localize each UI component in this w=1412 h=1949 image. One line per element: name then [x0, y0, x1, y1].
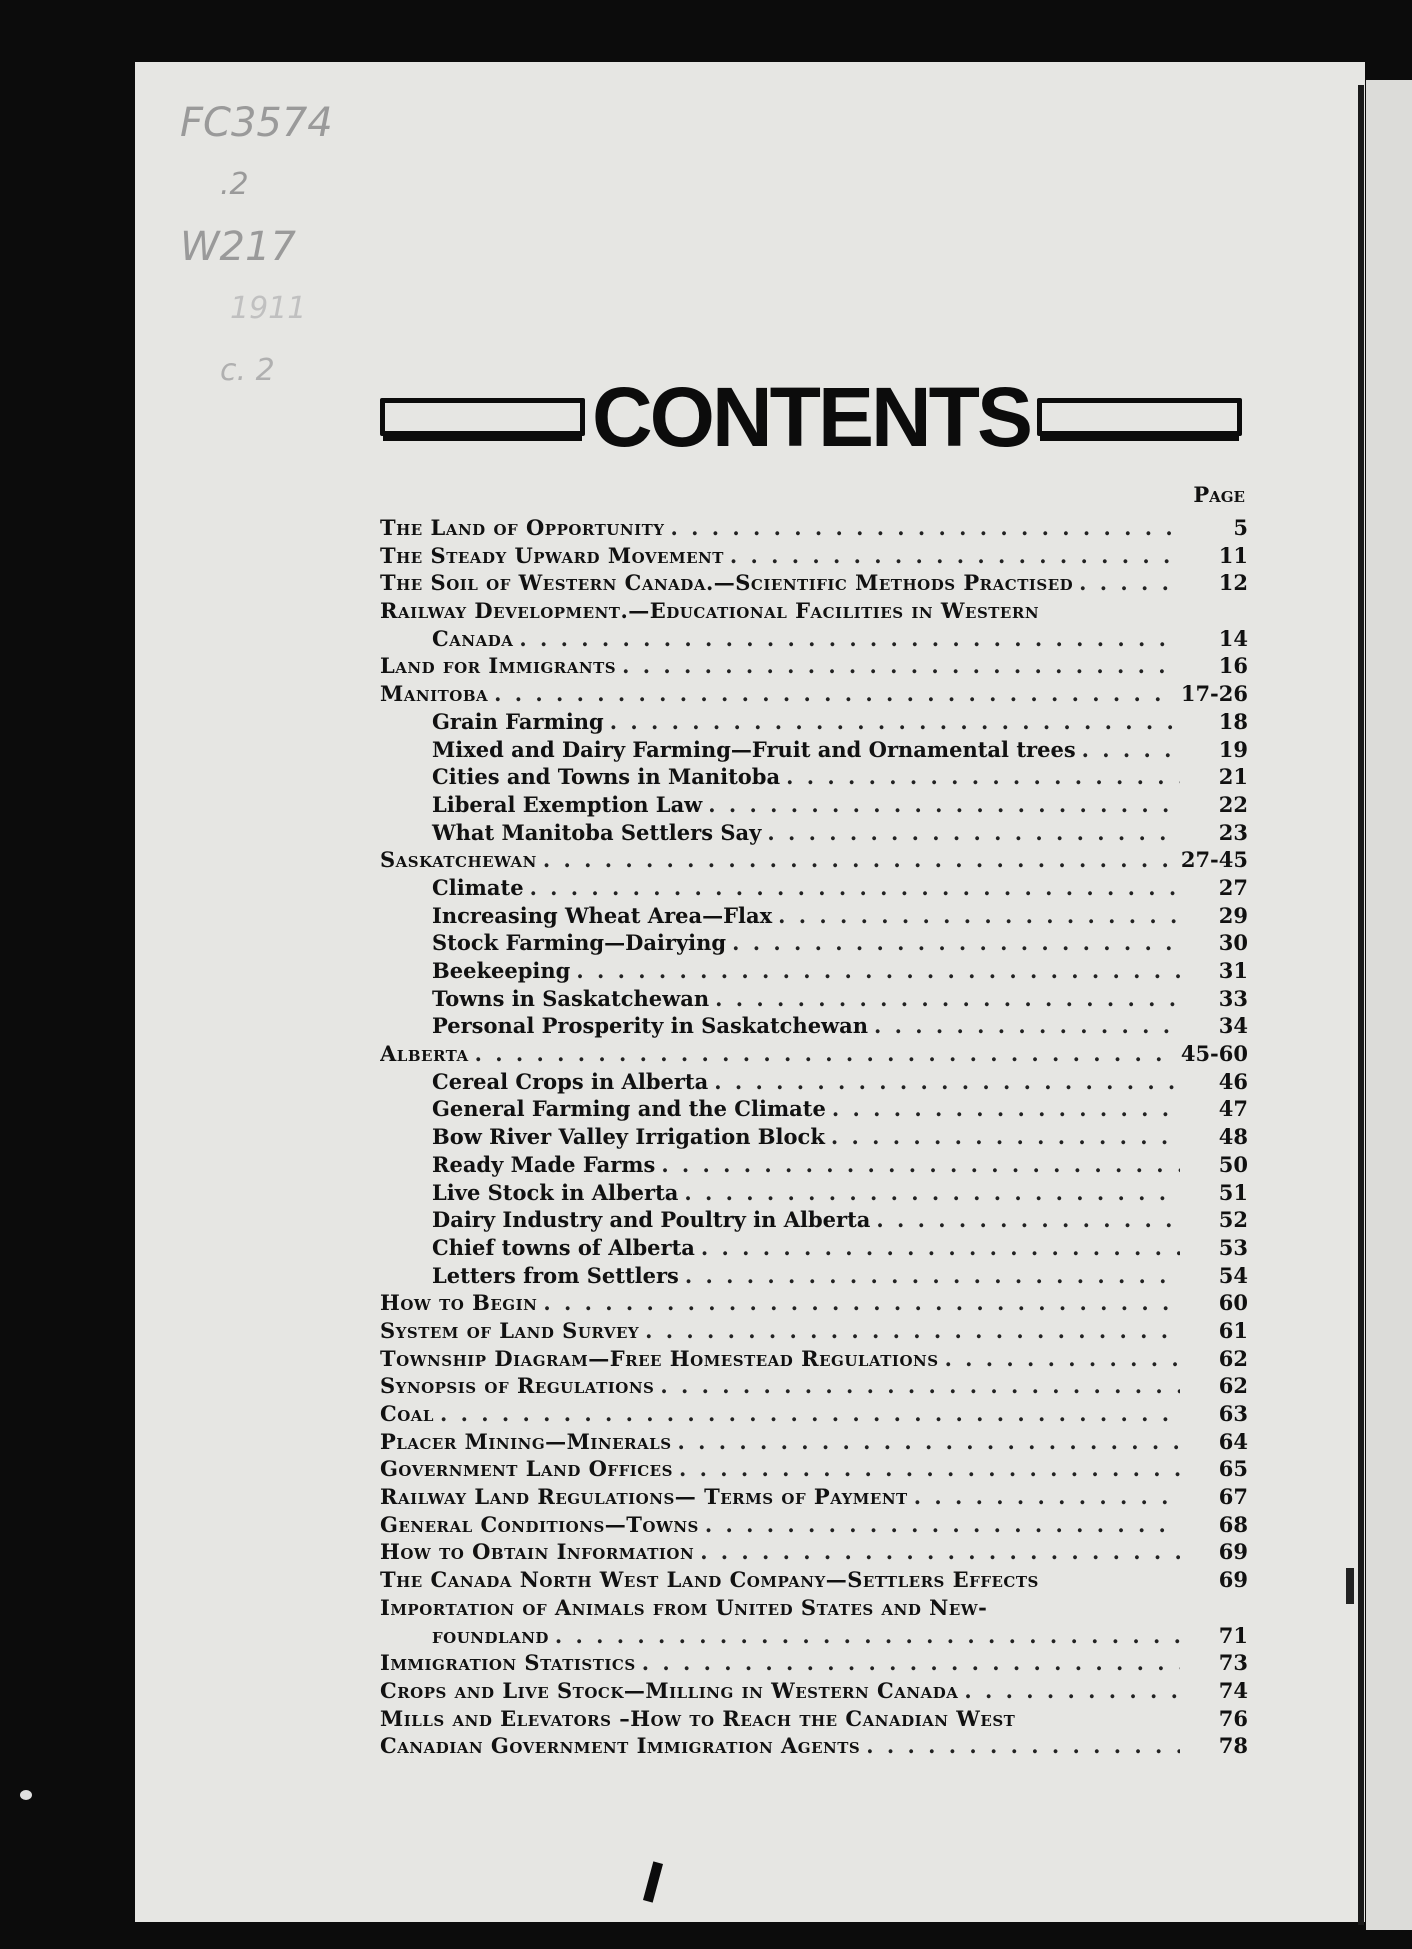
- toc-entry: [380, 514, 1248, 542]
- toc-entry: [380, 1095, 1248, 1123]
- toc-entry-title: Crops and Live Stock—Milling in Western Canada: [380, 1677, 959, 1703]
- toc-entry: [380, 791, 1248, 819]
- toc-entry: [380, 1428, 1248, 1456]
- table-of-contents: [380, 514, 1248, 1760]
- toc-entry: [380, 1455, 1248, 1483]
- toc-entry: [380, 708, 1248, 736]
- toc-entry-page: 69: [1218, 1567, 1248, 1593]
- toc-entry-page: 67: [1218, 1484, 1248, 1510]
- toc-entry-page: 16: [1218, 653, 1248, 679]
- left-heading-ornament: [380, 398, 585, 436]
- dot-leader: [610, 708, 1180, 736]
- toc-entry: [380, 1538, 1248, 1566]
- dot-leader: [440, 1400, 1180, 1428]
- toc-entry-page: 27: [1218, 874, 1248, 900]
- dot-leader: [475, 1040, 1175, 1068]
- dot-leader: [1079, 569, 1180, 597]
- toc-entry: [380, 1289, 1248, 1317]
- dot-leader: [576, 957, 1180, 985]
- toc-entry: [380, 1179, 1248, 1207]
- page-column-label: Page: [1193, 482, 1245, 507]
- toc-entry: [380, 1732, 1248, 1760]
- toc-entry-page: 52: [1218, 1207, 1248, 1233]
- toc-entry-page: 45-60: [1180, 1041, 1248, 1067]
- toc-entry: [380, 652, 1248, 680]
- toc-entry-page: 78: [1218, 1733, 1248, 1759]
- toc-entry: [380, 763, 1248, 791]
- toc-entry-title: Alberta: [380, 1041, 469, 1067]
- dot-leader: [831, 1123, 1180, 1151]
- scan-artifact: [1346, 1568, 1354, 1604]
- toc-entry: [380, 1040, 1248, 1068]
- toc-entry-page: 19: [1218, 736, 1248, 762]
- toc-entry-page: 54: [1218, 1262, 1248, 1288]
- dot-leader: [730, 542, 1180, 570]
- call-number-line: .2: [220, 167, 249, 202]
- facing-page-edge: [1366, 80, 1412, 1930]
- dot-leader: [530, 874, 1180, 902]
- dot-leader: [701, 1234, 1180, 1262]
- toc-entry-title: How to Obtain Information: [380, 1539, 695, 1565]
- dot-leader: [645, 1317, 1180, 1345]
- toc-entry-page: 21: [1218, 764, 1248, 790]
- toc-entry-page: 47: [1218, 1096, 1248, 1122]
- dot-leader: [715, 985, 1180, 1013]
- dot-leader: [767, 819, 1180, 847]
- toc-entry-page: 14: [1218, 625, 1248, 651]
- toc-entry-page: 23: [1218, 819, 1248, 845]
- toc-entry: [380, 1234, 1248, 1262]
- toc-entry-page: 11: [1218, 542, 1248, 568]
- dot-leader: [714, 1068, 1180, 1096]
- toc-entry-title: Government Land Offices: [380, 1456, 673, 1482]
- dot-leader: [832, 1095, 1180, 1123]
- toc-entry-page: 64: [1218, 1428, 1248, 1454]
- toc-entry-title: Dairy Industry and Poultry in Alberta: [432, 1207, 871, 1233]
- dot-leader: [661, 1151, 1180, 1179]
- toc-entry-title: Towns in Saskatchewan: [432, 985, 710, 1011]
- toc-entry: [380, 902, 1248, 930]
- toc-entry-title: Placer Mining—Minerals: [380, 1428, 672, 1454]
- dot-leader: [945, 1345, 1180, 1373]
- toc-entry: [380, 1594, 1248, 1649]
- toc-entry: [380, 985, 1248, 1013]
- toc-entry-page: 50: [1218, 1151, 1248, 1177]
- toc-entry-page: 46: [1218, 1068, 1248, 1094]
- toc-entry-continuation-line: [380, 1622, 1248, 1650]
- dot-leader: [622, 652, 1180, 680]
- toc-entry: [380, 1012, 1248, 1040]
- toc-entry-title: Live Stock in Alberta: [432, 1179, 679, 1205]
- dot-leader: [494, 680, 1175, 708]
- toc-entry-title: Immigration Statistics: [380, 1650, 636, 1676]
- toc-entry-title: Letters from Settlers: [432, 1262, 679, 1288]
- toc-entry-title: The Steady Upward Movement: [380, 542, 724, 568]
- toc-entry: [380, 1511, 1248, 1539]
- toc-entry-page: 18: [1218, 708, 1248, 734]
- toc-entry-title: The Land of Opportunity: [380, 514, 665, 540]
- toc-entry-page: 74: [1218, 1677, 1248, 1703]
- toc-entry: [380, 1262, 1248, 1290]
- toc-entry-page: 60: [1218, 1290, 1248, 1316]
- toc-entry-title: Railway Development.—Educational Facilities in Western: [380, 598, 1040, 624]
- toc-entry: [380, 1123, 1248, 1151]
- toc-entry-title: Cereal Crops in Alberta: [432, 1068, 709, 1094]
- dot-leader: [660, 1372, 1180, 1400]
- dot-leader: [679, 1455, 1180, 1483]
- toc-entry: [380, 597, 1248, 652]
- dot-leader: [876, 1206, 1180, 1234]
- dot-leader: [964, 1677, 1180, 1705]
- dot-leader: [555, 1622, 1180, 1650]
- dot-leader: [684, 1179, 1180, 1207]
- toc-entry-title: Manitoba: [380, 681, 489, 707]
- toc-entry-title: Liberal Exemption Law: [432, 791, 703, 817]
- dot-leader: [708, 791, 1180, 819]
- toc-entry-page: 62: [1218, 1345, 1248, 1371]
- toc-entry: [380, 1345, 1248, 1373]
- toc-entry-title: Land for Immigrants: [380, 653, 617, 679]
- call-number-line: FC3574: [180, 100, 333, 146]
- toc-entry-page: 65: [1218, 1456, 1248, 1482]
- toc-entry-continuation: Canada: [432, 625, 514, 651]
- toc-entry-title: Personal Prosperity in Saskatchewan: [432, 1013, 869, 1039]
- toc-entry: [380, 846, 1248, 874]
- toc-entry-page: 33: [1218, 985, 1248, 1011]
- toc-entry: [380, 1151, 1248, 1179]
- toc-entry-title: Importation of Animals from United States and New-: [380, 1594, 988, 1620]
- toc-entry-page: 53: [1218, 1234, 1248, 1260]
- dot-leader: [543, 846, 1175, 874]
- toc-entry: [380, 1372, 1248, 1400]
- toc-entry: [380, 1705, 1248, 1733]
- toc-entry-title: Beekeeping: [432, 958, 571, 983]
- toc-entry-title: Bow River Valley Irrigation Block: [432, 1124, 825, 1150]
- toc-entry: [380, 1206, 1248, 1234]
- toc-entry: [380, 874, 1248, 902]
- toc-entry-page: 17-26: [1180, 681, 1248, 707]
- toc-entry-page: 34: [1218, 1013, 1248, 1039]
- dot-leader: [786, 763, 1180, 791]
- dot-leader: [700, 1538, 1180, 1566]
- toc-entry-title: Railway Land Regulations— Terms of Payment: [380, 1484, 908, 1510]
- toc-entry-title: Canadian Government Immigration Agents: [380, 1733, 861, 1759]
- toc-entry: [380, 680, 1248, 708]
- dot-leader: [1082, 736, 1180, 764]
- toc-entry-title: Increasing Wheat Area—Flax: [432, 902, 773, 928]
- toc-entry-page: 68: [1218, 1511, 1248, 1537]
- toc-entry-title: General Conditions—Towns: [380, 1511, 699, 1537]
- toc-entry: [380, 929, 1248, 957]
- dot-leader: [685, 1262, 1180, 1290]
- toc-entry-page: 73: [1218, 1650, 1248, 1676]
- toc-entry: [380, 1400, 1248, 1428]
- toc-entry-title: Synopsis of Regulations: [380, 1373, 655, 1399]
- toc-entry: [380, 569, 1248, 597]
- toc-entry-page: 48: [1218, 1124, 1248, 1150]
- dot-leader: [705, 1511, 1180, 1539]
- toc-entry-page: 76: [1218, 1705, 1248, 1731]
- toc-entry-page: 63: [1218, 1401, 1248, 1426]
- toc-entry: [380, 1566, 1248, 1594]
- dot-leader: [543, 1289, 1180, 1317]
- toc-entry-continuation: foundland: [432, 1622, 549, 1648]
- toc-entry: [380, 736, 1248, 764]
- toc-entry-page: 30: [1218, 930, 1248, 956]
- toc-entry-page: 5: [1233, 514, 1248, 540]
- dot-leader: [866, 1732, 1180, 1760]
- toc-entry-title: Stock Farming—Dairying: [432, 930, 727, 956]
- toc-entry-title: How to Begin: [380, 1290, 538, 1316]
- toc-entry-continuation-line: [380, 625, 1248, 653]
- toc-entry-title: Ready Made Farms: [432, 1151, 656, 1177]
- toc-entry-page: 71: [1218, 1622, 1248, 1648]
- scan-artifact: [20, 1790, 32, 1800]
- call-number-line: c. 2: [220, 353, 275, 388]
- toc-entry: [380, 819, 1248, 847]
- dot-leader: [732, 929, 1180, 957]
- toc-entry-page: 61: [1218, 1317, 1248, 1343]
- toc-entry-title: Saskatchewan: [380, 847, 537, 873]
- dot-leader: [678, 1428, 1180, 1456]
- dot-leader: [874, 1012, 1180, 1040]
- toc-entry-title: Mills and Elevators –How to Reach the Canadian West: [380, 1705, 1016, 1731]
- call-number-line: W217: [180, 224, 296, 270]
- toc-entry-page: 69: [1218, 1539, 1248, 1565]
- toc-entry-title: System of Land Survey: [380, 1317, 640, 1343]
- book-spine: [1358, 85, 1364, 1925]
- toc-entry-title: Climate: [432, 874, 524, 900]
- toc-entry: [380, 1483, 1248, 1511]
- toc-entry: [380, 1317, 1248, 1345]
- toc-entry-title: Coal: [380, 1401, 434, 1426]
- toc-entry-title: Cities and Towns in Manitoba: [432, 764, 781, 790]
- toc-entry-title: The Soil of Western Canada.—Scientific Methods Practised: [380, 570, 1074, 596]
- dot-leader: [519, 625, 1180, 653]
- dot-leader: [670, 514, 1180, 542]
- contents-heading: [380, 372, 1242, 462]
- dot-leader: [778, 902, 1180, 930]
- toc-entry-page: 62: [1218, 1373, 1248, 1399]
- toc-entry-page: 27-45: [1180, 847, 1248, 873]
- toc-entry: [380, 1649, 1248, 1677]
- toc-entry: [380, 1677, 1248, 1705]
- toc-entry-title: Grain Farming: [432, 708, 604, 734]
- toc-entry: [380, 957, 1248, 985]
- right-heading-ornament: [1037, 398, 1242, 436]
- handwritten-call-number: [180, 92, 380, 402]
- dot-leader: [642, 1649, 1180, 1677]
- toc-entry-title: The Canada North West Land Company—Settlers Effects: [380, 1567, 1039, 1593]
- toc-entry-title: General Farming and the Climate: [432, 1096, 826, 1122]
- toc-entry-title: Chief towns of Alberta: [432, 1234, 695, 1260]
- toc-entry-page: 51: [1218, 1179, 1248, 1205]
- toc-entry-page: 12: [1218, 570, 1248, 596]
- toc-entry: [380, 1068, 1248, 1096]
- toc-entry-title: Mixed and Dairy Farming—Fruit and Ornamental trees: [432, 736, 1076, 762]
- dot-leader: [914, 1483, 1180, 1511]
- toc-entry-page: 29: [1218, 902, 1248, 928]
- toc-entry-title: What Manitoba Settlers Say: [432, 819, 762, 845]
- page-title: CONTENTS: [592, 370, 1030, 464]
- toc-entry-page: 22: [1218, 791, 1248, 817]
- call-number-line: 1911: [230, 291, 307, 326]
- toc-entry-page: 31: [1218, 958, 1248, 983]
- toc-entry: [380, 542, 1248, 570]
- toc-entry-title: Township Diagram—Free Homestead Regulations: [380, 1345, 939, 1371]
